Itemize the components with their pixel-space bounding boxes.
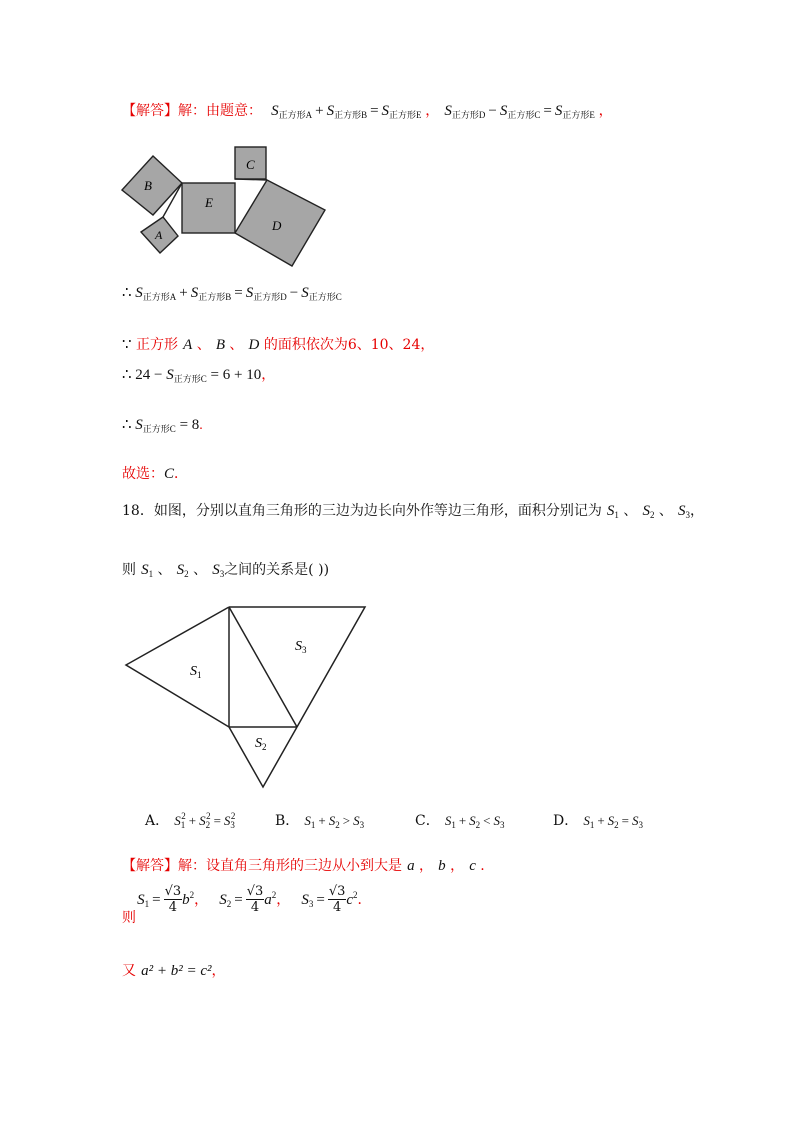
option-b[interactable]: B． $S_1 + S_2 > S_3$: [275, 813, 365, 830]
choice-line: 故选：C．: [122, 466, 189, 482]
because-line: ∵ 正方形 A 、 B 、 D 的面积依次为6、10、24，: [122, 337, 435, 353]
squares-figure: [115, 140, 330, 275]
therefore-line-1: ∴ $S_{正方形A} + S_{正方形B} = S_{正方形D} - S_{正方形C}$: [122, 285, 342, 302]
square-d-label: D: [272, 218, 282, 233]
answer-tag: 【解答】: [122, 103, 178, 119]
hypotenuse: [229, 607, 297, 727]
solution-line-3: 又 a² + b² = c²，: [122, 963, 226, 979]
triangles-figure: [120, 600, 375, 795]
equation-2: $S_{正方形D} - S_{正方形C} = S_{正方形E}$: [444, 103, 595, 120]
square-b-label: B: [144, 178, 152, 193]
s2-label: $S_2$: [255, 736, 267, 752]
s1-label: $S_1$: [190, 664, 202, 680]
therefore-line-3: ∴ $S_{正方形C} = 8$.: [122, 417, 203, 434]
question-stem: 18．如图，分别以直角三角形的三边为边长向外作等边三角形，面积分别记为: [122, 503, 602, 519]
solution-tag: 【解答】: [122, 858, 178, 874]
option-c[interactable]: C． $S_1 + S_2 < S_3$: [415, 813, 505, 830]
triangle-s3: [229, 607, 365, 727]
s3-label: $S_3$: [295, 639, 307, 655]
square-b: [122, 156, 182, 215]
solution-line-2: 则 $S_1$ = $\frac{√3}{4}$ $b^2$， $S_2$ = $\frac{√3}{4}$ $a^2$， $S_3$ = $\frac{√3}{4}$ $c^2$．: [122, 884, 372, 926]
triangle-s2: [229, 727, 297, 787]
solution-line-1: 【解答】解：设直角三角形的三边从小到大是 a ， b ， c .: [122, 858, 485, 874]
square-c-label: C: [246, 157, 255, 172]
option-d[interactable]: D． $S_1 + S_2 = S_3$: [553, 813, 644, 830]
triangle-s1: [126, 607, 229, 727]
therefore-line-2: ∴ $24 - S_{正方形C} = 6 + 10$，: [122, 367, 276, 384]
question-18-line-1: 18．如图，分别以直角三角形的三边为边长向外作等边三角形，面积分别记为 $S_1$ 、 $S_2$ 、 $S_3$，: [122, 503, 704, 520]
answer-line-1: 【解答】解：由题意： $S_{正方形A} + S_{正方形B} = S_{正方形E}$ ， $S_{正方形D} - S_{正方形C} = S_{正方形E}$ ，: [122, 103, 613, 120]
square-a-label: A: [155, 228, 163, 242]
square-e-label: E: [205, 195, 213, 210]
answer-lead: 解：由题意：: [178, 103, 262, 119]
question-18-line-2: 则 $S_1$ 、 $S_2$ 、 $S_3$之间的关系是( )): [122, 562, 330, 579]
option-a[interactable]: A． $S_1^2 + S_2^2 = S_3^2$: [145, 811, 236, 830]
equation-1: $S_{正方形A} + S_{正方形B} = S_{正方形E}$: [271, 103, 422, 120]
